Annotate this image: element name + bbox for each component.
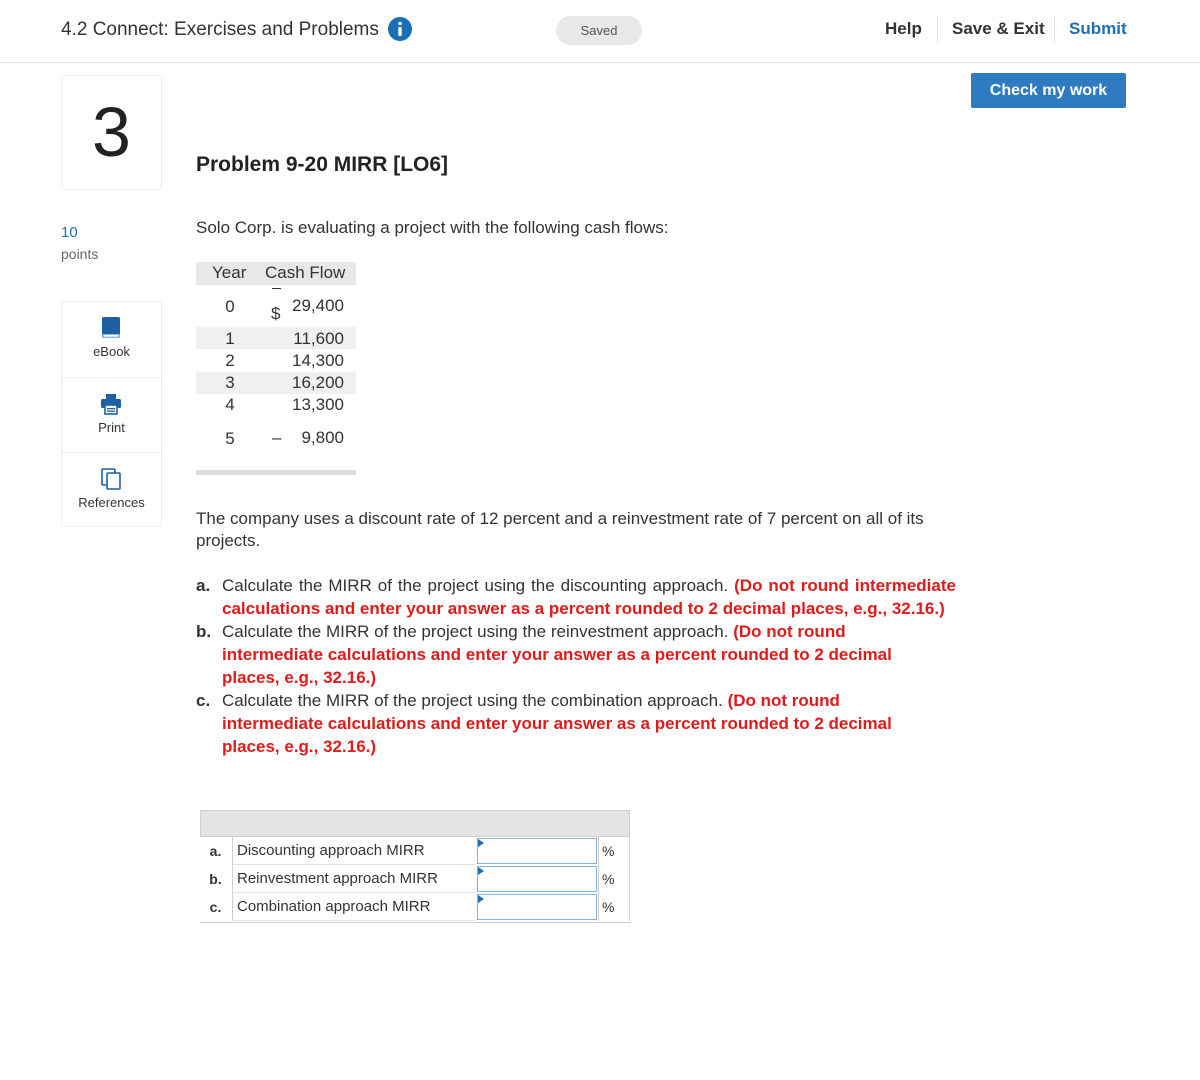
check-my-work-button[interactable]: Check my work: [971, 73, 1126, 108]
table-cell-cash-flow: 11,600: [293, 329, 344, 348]
year-column-header: Year: [212, 263, 247, 282]
answer-table-bottom-rule: [200, 922, 631, 923]
ebook-label: eBook: [93, 344, 130, 359]
reinvestment-mirr-input[interactable]: [477, 866, 597, 892]
points-value: 10: [61, 224, 78, 241]
print-button[interactable]: [62, 377, 161, 452]
answer-table-header: [200, 810, 630, 837]
table-cell-year: 1: [225, 329, 235, 348]
table-bottom-rule: [196, 470, 356, 475]
book-icon: [99, 316, 123, 340]
problem-title: Problem 9-20 MIRR [LO6]: [196, 153, 449, 176]
part-text: Calculate the MIRR of the project using the discounting approach.: [222, 576, 729, 595]
table-cell-cash-flow: 29,400: [292, 296, 344, 315]
divider: [1054, 17, 1055, 43]
negative-overline: [272, 288, 281, 289]
submit-link[interactable]: Submit: [1069, 19, 1127, 38]
part-instruction: (Do not round intermediate calculations and enter your answer as a percent rounded to 2 decimal places, e.g., 32.16.): [222, 691, 892, 756]
part-letter: b.: [196, 622, 212, 641]
discounting-mirr-input[interactable]: [477, 838, 597, 864]
info-icon[interactable]: [388, 17, 412, 41]
table-cell-cash-flow: 14,300: [292, 351, 344, 370]
answer-letter: b.: [209, 871, 222, 887]
question-number: 3: [92, 93, 131, 171]
question-parts: [196, 574, 956, 758]
part-text: Calculate the MIRR of the project using the reinvestment approach.: [222, 622, 729, 641]
negative-sign: –: [272, 428, 282, 447]
part-instruction: (Do not round intermediate calculations and enter your answer as a percent rounded to 2 decimal places, e.g., 32.16.): [222, 576, 956, 618]
answer-row-b: [200, 865, 630, 893]
part-letter: a.: [196, 576, 211, 595]
answer-row-a: [200, 837, 630, 865]
table-cell-year: 2: [225, 351, 235, 370]
table-cell-year: 4: [225, 395, 235, 414]
tools-panel: [61, 301, 162, 527]
answer-label: Reinvestment approach MIRR: [232, 865, 475, 893]
top-bar: [0, 0, 1200, 63]
cash-flow-table-header: [196, 262, 356, 285]
part-letter: c.: [196, 691, 211, 710]
question-part-c: [196, 689, 956, 758]
answer-letter: a.: [209, 843, 222, 859]
references-button[interactable]: [62, 452, 161, 527]
table-cell-cash-flow: 13,300: [292, 395, 344, 414]
percent-unit: %: [598, 865, 630, 893]
ebook-button[interactable]: [62, 302, 161, 376]
answer-row-c: [200, 893, 630, 921]
table-cell-year: 0: [225, 297, 235, 316]
percent-unit: %: [598, 893, 630, 921]
problem-intro: Solo Corp. is evaluating a project with the following cash flows:: [196, 218, 669, 237]
input-marker-icon: [478, 867, 484, 875]
print-label: Print: [98, 420, 125, 435]
combination-mirr-input[interactable]: [477, 894, 597, 920]
question-number-card: [61, 75, 162, 190]
rates-text: The company uses a discount rate of 12 percent and a reinvestment rate of 7 percent on all of its projects.: [196, 509, 924, 550]
copy-icon: [99, 467, 123, 491]
table-cell-cash-flow: 9,800: [301, 428, 344, 447]
table-cell-cash-flow: 16,200: [292, 373, 344, 392]
percent-unit: %: [598, 837, 630, 865]
divider: [937, 17, 938, 43]
assignment-title: 4.2 Connect: Exercises and Problems: [61, 19, 379, 40]
save-exit-link[interactable]: Save & Exit: [952, 19, 1045, 38]
table-cell-year: 3: [225, 373, 235, 392]
question-part-b: [196, 620, 956, 689]
input-marker-icon: [478, 839, 484, 847]
answer-letter: c.: [209, 899, 222, 915]
question-part-a: [196, 574, 956, 620]
answer-label: Discounting approach MIRR: [232, 837, 475, 865]
currency-symbol: $: [271, 304, 281, 323]
part-text: Calculate the MIRR of the project using the combination approach.: [222, 691, 723, 710]
saved-status-badge: Saved: [556, 16, 642, 45]
table-cell-year: 5: [225, 429, 235, 448]
answer-label: Combination approach MIRR: [232, 893, 475, 921]
help-link[interactable]: Help: [885, 19, 922, 38]
cash-flow-column-header: Cash Flow: [265, 263, 346, 282]
references-label: References: [78, 495, 145, 510]
input-marker-icon: [478, 895, 484, 903]
printer-icon: [99, 392, 123, 416]
part-instruction: (Do not round intermediate calculations and enter your answer as a percent rounded to 2 decimal places, e.g., 32.16.): [222, 622, 892, 687]
points-label: points: [61, 246, 99, 262]
